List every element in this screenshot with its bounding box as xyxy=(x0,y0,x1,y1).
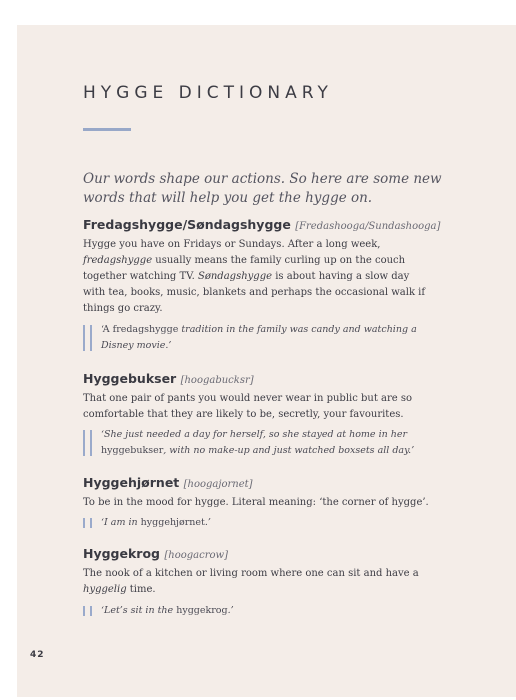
entry-heading xyxy=(83,475,253,490)
quote-text xyxy=(101,515,438,531)
italic-run: ‘She just needed a day for herself, so she stayed at home in her xyxy=(101,429,408,440)
text-run: hyggekrog xyxy=(176,605,228,616)
entry-heading xyxy=(83,546,228,561)
entry-definition xyxy=(83,391,433,423)
title-underline xyxy=(83,128,131,131)
entry-quote xyxy=(83,322,438,354)
entry-term: Hyggehjørnet xyxy=(83,475,180,490)
entry-heading xyxy=(83,217,440,232)
quote-bars-icon xyxy=(83,518,92,528)
text-run: usually means the family curling up on the couch together watching TV. xyxy=(83,255,406,282)
quote-bars-icon xyxy=(83,606,92,616)
quote-bars-icon xyxy=(83,325,92,351)
entry-pronunciation: [hoogabucksr] xyxy=(180,375,254,386)
entry-heading xyxy=(83,371,254,386)
entry-pronunciation: [Fredashooga/Sundashooga] xyxy=(295,221,441,232)
entry-pronunciation: [hoogacrow] xyxy=(164,550,228,561)
italic-run: .’ xyxy=(227,605,234,616)
entry-definition xyxy=(83,495,433,511)
entry-quote xyxy=(83,427,438,459)
italic-run: tradition in the family was candy and watching a Disney movie.’ xyxy=(101,324,417,351)
text-run: Hygge you have on Fridays or Sundays. After a long week, xyxy=(83,239,381,250)
text-run: is about having a slow day with tea, books, music, blankets and perhaps the occasional walk if things go crazy. xyxy=(83,271,426,314)
italic-run: hyggelig xyxy=(83,584,127,595)
entry-quote xyxy=(83,515,438,531)
italic-run: .’ xyxy=(204,517,211,528)
entry-term: Hyggebukser xyxy=(83,371,177,386)
page-title: HYGGE DICTIONARY xyxy=(83,83,333,103)
book-page xyxy=(17,25,516,697)
text-run: To be in the mood for hygge. Literal meaning: ‘the corner of hygge’. xyxy=(83,497,429,508)
quote-bars-icon xyxy=(83,430,92,456)
italic-run: fredagshygge xyxy=(83,255,153,266)
entry-definition xyxy=(83,237,433,317)
entry-definition xyxy=(83,566,433,598)
text-run: The nook of a kitchen or living room where one can sit and have a xyxy=(83,568,419,579)
text-run: ‘A fredagshygge xyxy=(101,324,179,335)
entry-term: Fredagshygge/Søndagshygge xyxy=(83,217,291,232)
italic-run: Søndagshygge xyxy=(198,271,273,282)
italic-run: ‘Let’s sit in the xyxy=(101,605,177,616)
entry-term: Hyggekrog xyxy=(83,546,160,561)
quote-text xyxy=(101,322,438,354)
page-number: 42 xyxy=(30,650,45,660)
text-run: time. xyxy=(126,584,156,595)
italic-run: , with no make-up and just watched boxsets all day.’ xyxy=(163,445,415,456)
quote-text xyxy=(101,427,438,459)
text-run: hyggebukser xyxy=(101,445,164,456)
entry-quote xyxy=(83,603,438,619)
text-run: That one pair of pants you would never wear in public but are so comfortable that they are likely to be, secretly, your favourites. xyxy=(83,393,413,420)
italic-run: ‘I am in xyxy=(101,517,141,528)
text-run: hyggehjørnet xyxy=(140,517,205,528)
intro-text: Our words shape our actions. So here are some new words that will help you get the hygge on. xyxy=(83,171,442,206)
quote-text xyxy=(101,603,438,619)
entry-pronunciation: [hoogajornet] xyxy=(183,479,253,490)
